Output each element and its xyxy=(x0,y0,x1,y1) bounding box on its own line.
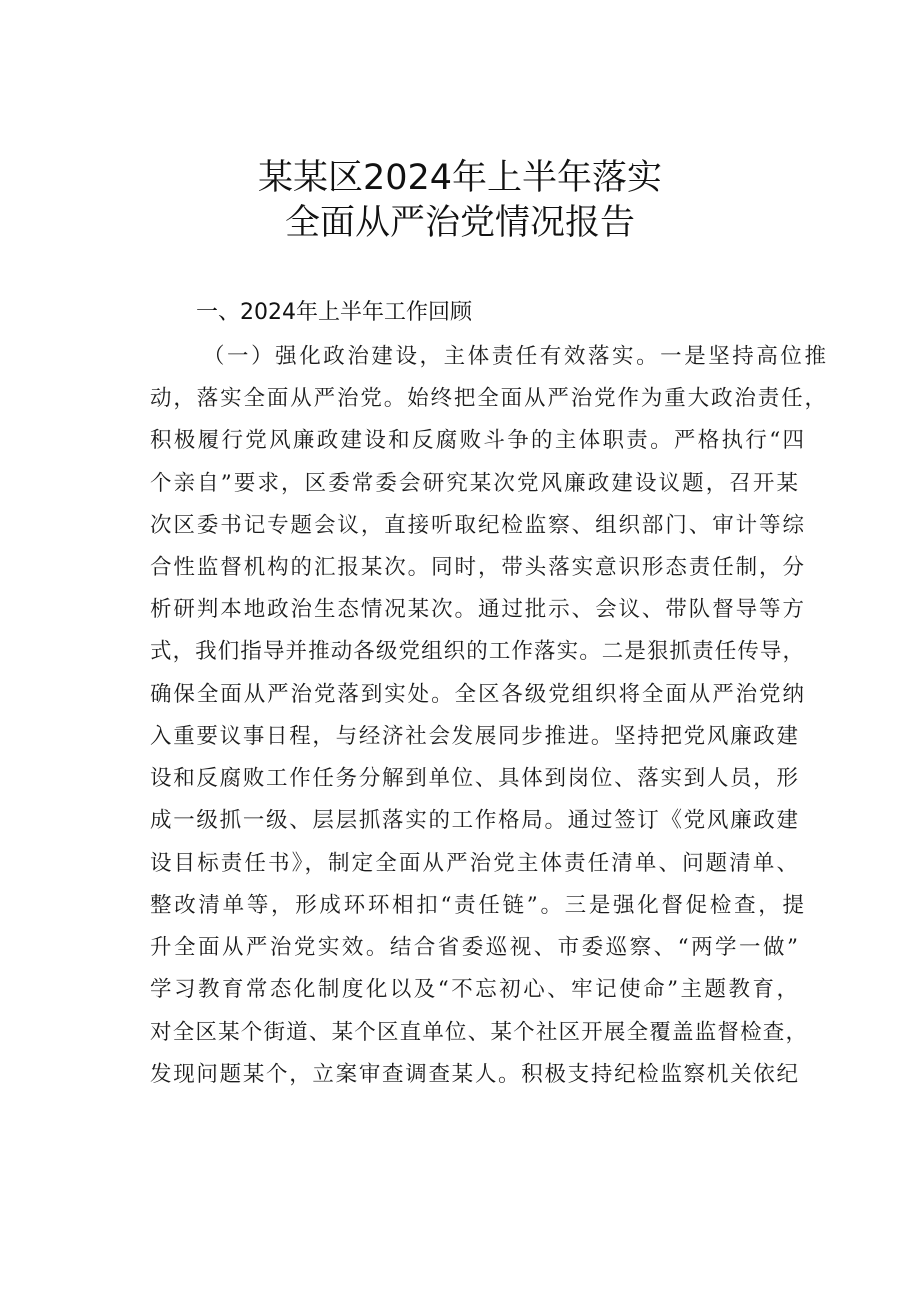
body-line-13: 设目标责任书》，制定全面从严治党主体责任清单、问题清单、 xyxy=(150,851,798,876)
body-line-2: 动，落实全面从严治党。始终把全面从严治党作为重大政治责任， xyxy=(150,386,826,411)
body-line-1: （一）强化政治建设，主体责任有效落实。一是坚持高位推 xyxy=(203,344,826,369)
body-line-7: 析研判本地政治生态情况某次。通过批示、会议、带队督导等方 xyxy=(150,597,804,622)
body-line-9: 确保全面从严治党落到实处。全区各级党组织将全面从严治党纳 xyxy=(150,682,804,707)
body-line-18: 发现问题某个，立案审查调查某人。积极支持纪检监察机关依纪 xyxy=(150,1062,798,1087)
body-line-6: 合性监督机构的汇报某次。同时，带头落实意识形态责任制，分 xyxy=(150,555,804,580)
body-line-4: 个亲自”要求，区委常委会研究某次党风廉政建设议题，召开某 xyxy=(150,471,798,496)
body-line-14: 整改清单等，形成环环相扣“责任链”。三是强化督促检查，提 xyxy=(150,893,804,918)
body-line-16: 学习教育常态化制度化以及“不忘初心、牢记使命”主题教育， xyxy=(150,977,798,1002)
body-line-12: 成一级抓一级、层层抓落实的工作格局。通过签订《党风廉政建 xyxy=(150,808,798,833)
body-line-15: 升全面从严治党实效。结合省委巡视、市委巡察、“两学一做” xyxy=(150,935,798,960)
document-title-line-1: 某某区2024年上半年落实 xyxy=(257,158,663,198)
body-line-3: 积极履行党风廉政建设和反腐败斗争的主体职责。严格执行“四 xyxy=(150,428,804,453)
body-line-17: 对全区某个街道、某个区直单位、某个社区开展全覆盖监督检查， xyxy=(150,1020,807,1045)
body-line-5: 次区委书记专题会议，直接听取纪检监察、组织部门、审计等综 xyxy=(150,513,804,538)
document-title-line-2: 全面从严治党情况报告 xyxy=(284,203,635,243)
body-line-10: 入重要议事日程，与经济社会发展同步推进。坚持把党风廉政建 xyxy=(150,724,798,749)
body-line-8: 式，我们指导并推动各级党组织的工作落实。二是狠抓责任传导， xyxy=(150,639,804,664)
section-heading: 一、2024年上半年工作回顾 xyxy=(196,300,472,325)
body-line-11: 设和反腐败工作任务分解到单位、具体到岗位、落实到人员，形 xyxy=(150,766,798,791)
